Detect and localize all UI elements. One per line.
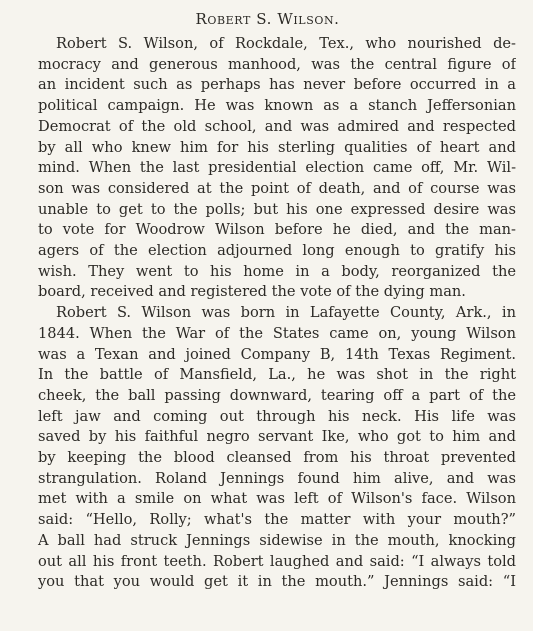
article-title: Robert S. Wilson.: [195, 10, 340, 28]
paragraph-1: [19, 34, 516, 303]
text-line: political campaign. He was known as a stanch Jeffersonian: [38, 97, 516, 115]
text-line: In the battle of Mansfield, La., he was shot in the right: [38, 366, 516, 384]
text-line: Robert S. Wilson, of Rockdale, Tex., who nourished de-: [56, 35, 516, 52]
text-line: met with a smile on what was left of Wilson's face. Wilson: [38, 490, 516, 508]
text-line: an incident such as perhaps has never before occurred in a: [38, 76, 516, 94]
text-line: agers of the election adjourned long enough to gratify his: [38, 242, 516, 260]
text-line: left jaw and coming out through his neck. His life was: [38, 407, 516, 425]
text-line: strangulation. Roland Jennings found him alive, and was: [38, 469, 516, 487]
text-line: unable to get to the polls; but his one expressed desire was: [38, 200, 516, 218]
text-line: was a Texan and joined Company B, 14th Texas Regiment.: [38, 345, 516, 363]
text-line: mind. When the last presidential election came off, Mr. Wil-: [38, 159, 516, 177]
text-line: Robert S. Wilson was born in Lafayette County, Ark., in: [56, 304, 516, 322]
text-line: you that you would get it in the mouth.” Jennings said: “I: [38, 573, 516, 591]
text-line: A ball had struck Jennings sidewise in the mouth, knocking: [38, 531, 516, 549]
text-line: wish. They went to his home in a body, reorganized the: [38, 262, 516, 280]
text-line: mocracy and generous manhood, was the central figure of: [38, 55, 516, 73]
text-line: by all who knew him for his sterling qualities of heart and: [38, 138, 516, 156]
text-line: son was considered at the point of death, and of course was: [38, 179, 516, 197]
text-line: Democrat of the old school, and was admired and respected: [38, 117, 516, 135]
text-line: cheek, the ball passing downward, tearing off a part of the: [38, 386, 516, 404]
paragraph-2: [19, 303, 516, 593]
text-line: 1844. When the War of the States came on, young Wilson: [38, 324, 516, 342]
text-line: by keeping the blood cleansed from his throat prevented: [38, 449, 516, 467]
text-line: out all his front teeth. Robert laughed and said: “I always told: [38, 552, 516, 570]
text-line: to vote for Woodrow Wilson before he died, and the man-: [38, 221, 516, 239]
text-line: board, received and registered the vote of the dying man.: [38, 283, 466, 301]
text-line: saved by his faithful negro servant Ike, who got to him and: [38, 428, 516, 446]
text-line: said: “Hello, Rolly; what's the matter with your mouth?”: [38, 511, 516, 529]
